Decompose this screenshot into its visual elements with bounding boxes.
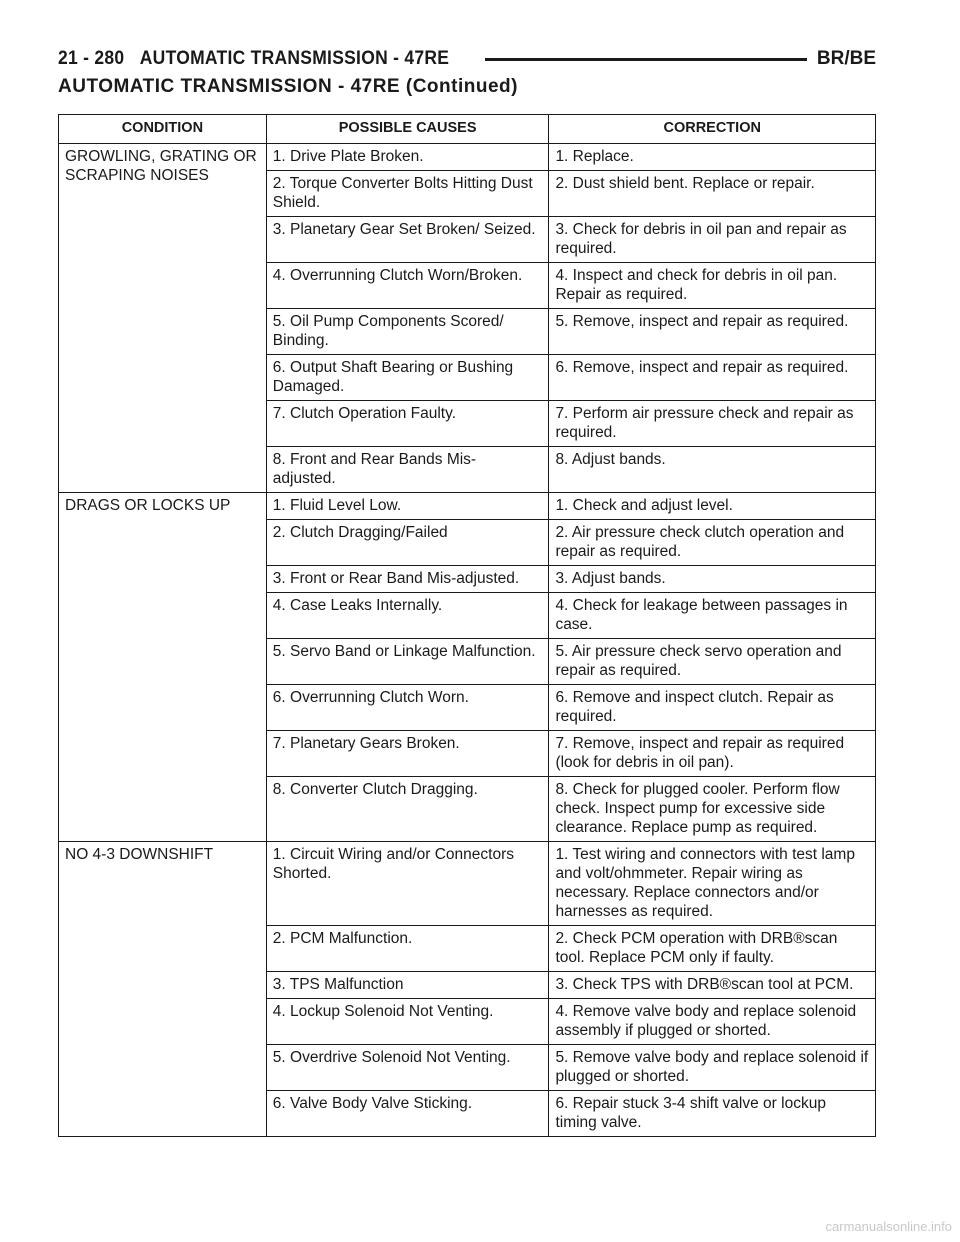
cause-cell: 8. Converter Clutch Dragging. (266, 777, 549, 842)
column-header-causes: POSSIBLE CAUSES (266, 115, 549, 144)
correction-cell: 2. Check PCM operation with DRB®scan tool. Replace PCM only if faulty. (549, 926, 876, 972)
cause-cell: 6. Output Shaft Bearing or Bushing Damaged. (266, 355, 549, 401)
table-header-row (59, 115, 876, 144)
cause-cell: 4. Overrunning Clutch Worn/Broken. (266, 263, 549, 309)
cause-cell: 1. Circuit Wiring and/or Connectors Shorted. (266, 842, 549, 926)
correction-cell: 6. Remove and inspect clutch. Repair as required. (549, 685, 876, 731)
column-header-correction: CORRECTION (549, 115, 876, 144)
cause-cell: 2. Clutch Dragging/Failed (266, 520, 549, 566)
cause-cell: 5. Overdrive Solenoid Not Venting. (266, 1045, 549, 1091)
cause-cell: 5. Oil Pump Components Scored/ Binding. (266, 309, 549, 355)
condition-cell: GROWLING, GRATING OR SCRAPING NOISES (59, 144, 267, 493)
cause-cell: 2. PCM Malfunction. (266, 926, 549, 972)
condition-cell: NO 4-3 DOWNSHIFT (59, 842, 267, 1137)
correction-cell: 3. Check TPS with DRB®scan tool at PCM. (549, 972, 876, 999)
cause-cell: 7. Clutch Operation Faulty. (266, 401, 549, 447)
correction-cell: 5. Remove valve body and replace solenoid if plugged or shorted. (549, 1045, 876, 1091)
table-row (59, 144, 876, 171)
page-header-title: 21 - 280 AUTOMATIC TRANSMISSION - 47RE (58, 48, 450, 69)
cause-cell: 7. Planetary Gears Broken. (266, 731, 549, 777)
correction-cell: 1. Test wiring and connectors with test lamp and volt/ohmmeter. Repair wiring as necessary. Replace connectors and/or harnesses as required. (549, 842, 876, 926)
cause-cell: 3. Planetary Gear Set Broken/ Seized. (266, 217, 549, 263)
correction-cell: 7. Remove, inspect and repair as required (look for debris in oil pan). (549, 731, 876, 777)
cause-cell: 3. Front or Rear Band Mis-adjusted. (266, 566, 549, 593)
correction-cell: 8. Check for plugged cooler. Perform flow check. Inspect pump for excessive side clearance. Replace pump as required. (549, 777, 876, 842)
correction-cell: 5. Remove, inspect and repair as required. (549, 309, 876, 355)
correction-cell: 2. Air pressure check clutch operation and repair as required. (549, 520, 876, 566)
correction-cell: 7. Perform air pressure check and repair as required. (549, 401, 876, 447)
watermark-text: carmanualsonline.info (825, 1219, 952, 1234)
cause-cell: 3. TPS Malfunction (266, 972, 549, 999)
cause-cell: 6. Valve Body Valve Sticking. (266, 1091, 549, 1137)
condition-cell: DRAGS OR LOCKS UP (59, 493, 267, 842)
table-row (59, 842, 876, 926)
cause-cell: 4. Case Leaks Internally. (266, 593, 549, 639)
cause-cell: 8. Front and Rear Bands Mis- adjusted. (266, 447, 549, 493)
correction-cell: 4. Inspect and check for debris in oil pan. Repair as required. (549, 263, 876, 309)
correction-cell: 4. Remove valve body and replace solenoid assembly if plugged or shorted. (549, 999, 876, 1045)
cause-cell: 6. Overrunning Clutch Worn. (266, 685, 549, 731)
cause-cell: 1. Fluid Level Low. (266, 493, 549, 520)
correction-cell: 3. Check for debris in oil pan and repair as required. (549, 217, 876, 263)
table-row (59, 493, 876, 520)
correction-cell: 1. Check and adjust level. (549, 493, 876, 520)
page-header-model: BR/BE (816, 48, 876, 69)
correction-cell: 3. Adjust bands. (549, 566, 876, 593)
section-subtitle: AUTOMATIC TRANSMISSION - 47RE (Continued) (58, 76, 518, 97)
cause-cell: 4. Lockup Solenoid Not Venting. (266, 999, 549, 1045)
header-rule (485, 58, 807, 61)
correction-cell: 8. Adjust bands. (549, 447, 876, 493)
correction-cell: 2. Dust shield bent. Replace or repair. (549, 171, 876, 217)
cause-cell: 5. Servo Band or Linkage Malfunction. (266, 639, 549, 685)
correction-cell: 5. Air pressure check servo operation and repair as required. (549, 639, 876, 685)
column-header-condition: CONDITION (59, 115, 267, 144)
correction-cell: 4. Check for leakage between passages in case. (549, 593, 876, 639)
diagnosis-table (58, 114, 876, 1137)
correction-cell: 6. Repair stuck 3-4 shift valve or lockup timing valve. (549, 1091, 876, 1137)
correction-cell: 1. Replace. (549, 144, 876, 171)
cause-cell: 2. Torque Converter Bolts Hitting Dust Shield. (266, 171, 549, 217)
cause-cell: 1. Drive Plate Broken. (266, 144, 549, 171)
table-body (59, 144, 876, 1137)
correction-cell: 6. Remove, inspect and repair as required. (549, 355, 876, 401)
page-header (58, 44, 876, 74)
